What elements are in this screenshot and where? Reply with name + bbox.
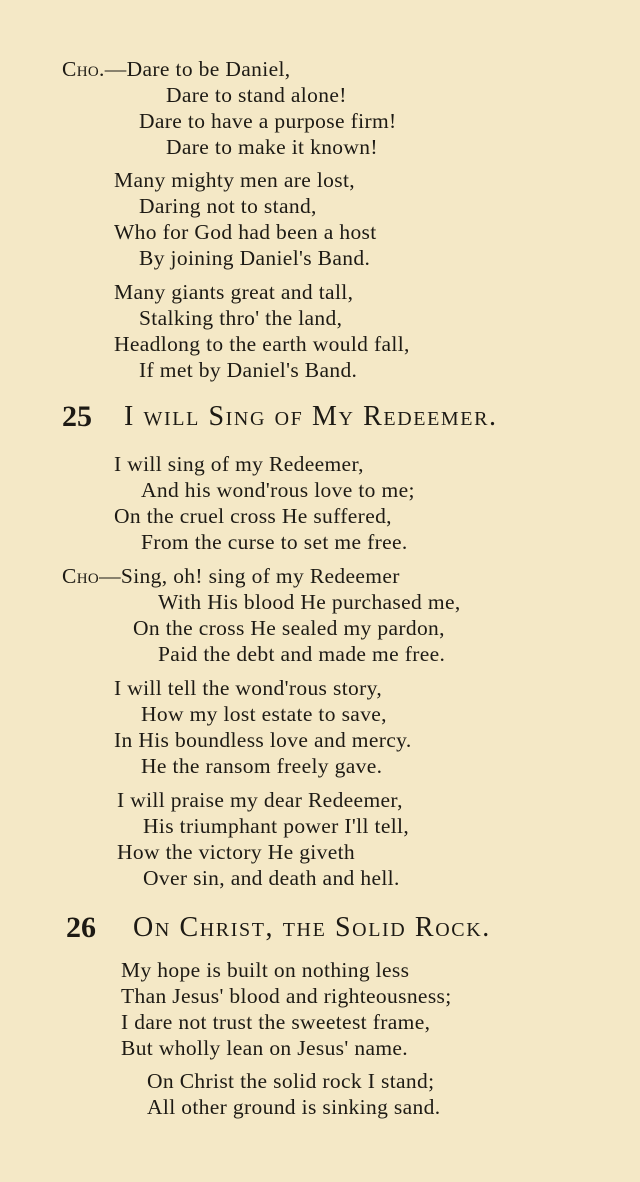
chorus-first-line (62, 56, 291, 82)
chorus-line: —Dare to be Daniel, (104, 57, 291, 81)
verse-line: I dare not trust the sweetest frame, (121, 1010, 431, 1034)
refrain-line: On Christ the solid rock I stand; (147, 1069, 435, 1093)
verse-line: How the victory He giveth (117, 840, 356, 864)
verse-line: On the cruel cross He suffered, (114, 504, 392, 528)
refrain-line: All other ground is sinking sand. (147, 1095, 441, 1119)
verse-line: My hope is built on nothing less (121, 958, 410, 982)
chorus-label: Cho (62, 564, 100, 588)
verse-line: Than Jesus' blood and righteousness; (121, 984, 452, 1008)
chorus-line: Dare to make it known! (166, 135, 378, 159)
chorus-line: On the cross He sealed my pardon, (133, 616, 445, 640)
hymn-title: On Christ, the Solid Rock. (133, 912, 491, 943)
chorus-label: Cho. (62, 57, 105, 81)
verse-line: Headlong to the earth would fall, (114, 332, 410, 356)
verse-line: I will praise my dear Redeemer, (117, 788, 403, 812)
verse-line: Daring not to stand, (139, 194, 317, 218)
verse-line: In His boundless love and mercy. (114, 728, 412, 752)
verse-line: He the ransom freely gave. (141, 754, 383, 778)
chorus-line: With His blood He purchased me, (158, 590, 461, 614)
verse-line: If met by Daniel's Band. (139, 358, 358, 382)
verse-line: And his wond'rous love to me; (141, 478, 415, 502)
verse-line: I will sing of my Redeemer, (114, 452, 364, 476)
chorus-line: Paid the debt and made me free. (158, 642, 446, 666)
verse-line: But wholly lean on Jesus' name. (121, 1036, 409, 1060)
hymn-title: I will Sing of My Redeemer. (124, 401, 498, 432)
chorus-line: Dare to stand alone! (166, 83, 347, 107)
hymn-number: 25 (62, 400, 92, 433)
verse-line: Who for God had been a host (114, 220, 377, 244)
verse-line: By joining Daniel's Band. (139, 246, 371, 270)
chorus-line: —Sing, oh! sing of my Redeemer (99, 564, 400, 588)
hymn-number: 26 (66, 911, 96, 944)
verse-line: Many giants great and tall, (114, 280, 354, 304)
verse-line: From the curse to set me free. (141, 530, 408, 554)
chorus-first-line (62, 563, 400, 589)
verse-line: Many mighty men are lost, (114, 168, 356, 192)
verse-line: His triumphant power I'll tell, (143, 814, 410, 838)
verse-line: Stalking thro' the land, (139, 306, 343, 330)
chorus-line: Dare to have a purpose firm! (139, 109, 397, 133)
verse-line: How my lost estate to save, (141, 702, 387, 726)
verse-line: Over sin, and death and hell. (143, 866, 400, 890)
verse-line: I will tell the wond'rous story, (114, 676, 383, 700)
